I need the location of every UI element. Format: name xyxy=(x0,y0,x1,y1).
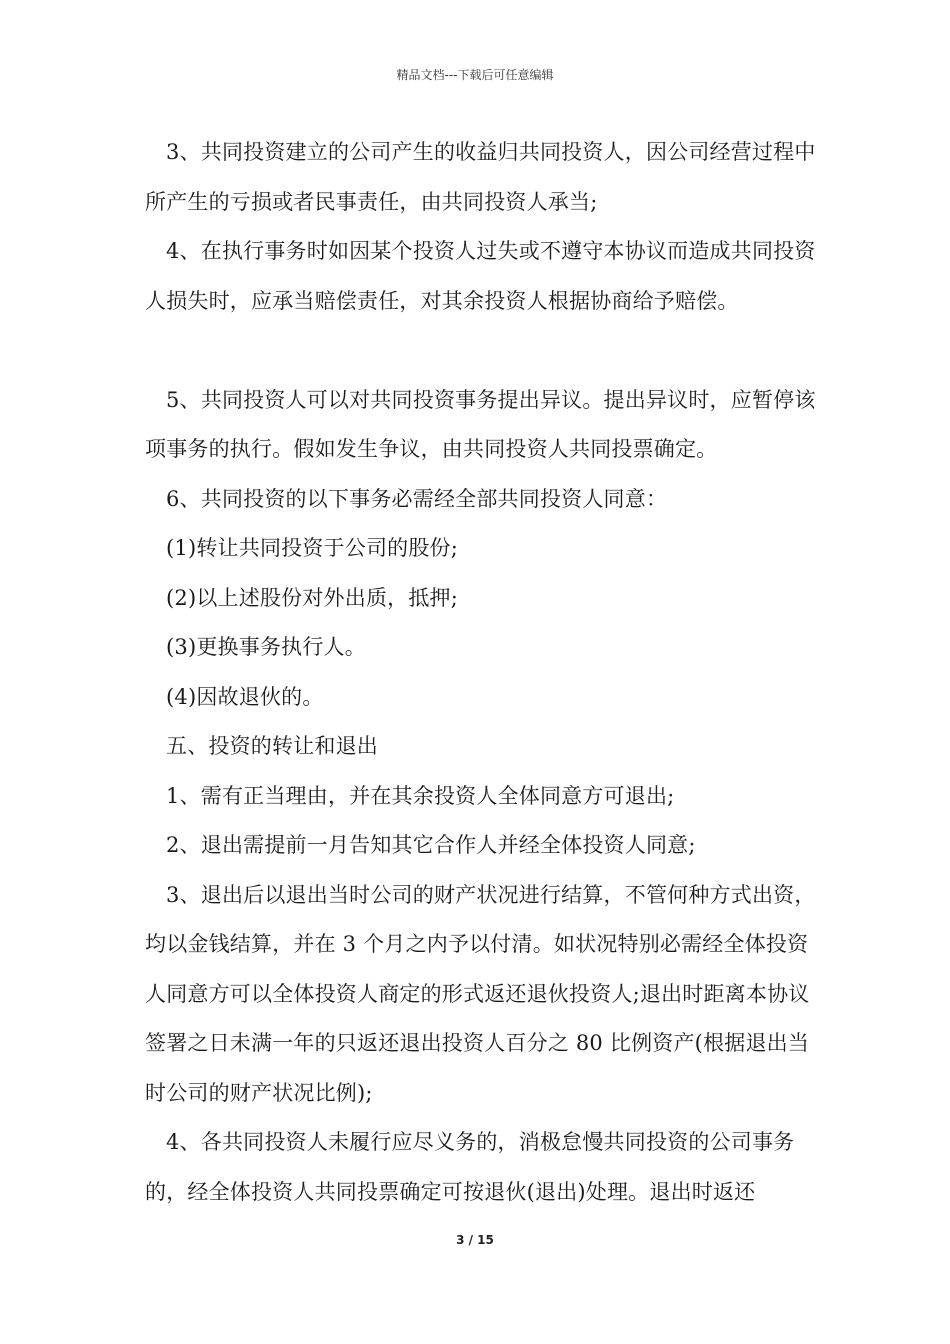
paragraph-clause-6-consent: 6、共同投资的以下事务必需经全部共同投资人同意： xyxy=(166,486,668,511)
list-item-withdrawal: (4)因故退伙的。 xyxy=(166,684,324,709)
list-item-transfer-shares: (1)转让共同投资于公司的股份; xyxy=(166,536,459,560)
paragraph-clause-5-objection: 5、共同投资人可以对共同投资事务提出异议。提出异议时，应暂停该项事务的执行。假如发生争议，由共同投资人共同投票确定。 xyxy=(145,387,816,461)
document-body xyxy=(145,128,825,1217)
section-heading-transfer-exit: 五、投资的转让和退出 xyxy=(166,734,378,758)
page-number: 3 / 15 xyxy=(456,1233,494,1247)
list-item-change-executor: (3)更换事务执行人。 xyxy=(166,635,366,659)
paragraph-exit-settlement: 3、退出后以退出当时公司的财产状况进行结算，不管何种方式出资，均以金钱结算，并在 3 个月之内予以付清。如状况特别必需经全体投资人同意方可以全体投资人商定的形式返还退伙投资人;退出时距离本协议签署之日未满一年的只返还退出投资人百分之 80 比例资产(根据退出当时公司的财产状况比例); xyxy=(145,882,816,1105)
paragraph-exit-notice: 2、退出需提前一月告知其它合作人并经全体投资人同意; xyxy=(166,833,696,857)
paragraph-clause-4-liability: 4、在执行事务时如因某个投资人过失或不遵守本协议而造成共同投资人损失时，应承当赔偿责任，对其余投资人根据协商给予赔偿。 xyxy=(145,239,816,313)
paragraph-exit-reason: 1、需有正当理由，并在其余投资人全体同意方可退出; xyxy=(166,783,675,808)
paragraph-clause-3-income: 3、共同投资建立的公司产生的收益归共同投资人，因公司经营过程中所产生的亏损或者民事责任，由共同投资人承当; xyxy=(145,140,816,214)
blank-line xyxy=(145,326,825,376)
page-header: 精品文档---下载后可任意编辑 xyxy=(396,68,554,82)
list-item-pledge: (2)以上述股份对外出质，抵押; xyxy=(166,585,459,610)
paragraph-exit-negligence: 4、各共同投资人未履行应尽义务的，消极怠慢共同投资的公司事务的，经全体投资人共同投票确定可按退伙(退出)处理。退出时返还 xyxy=(145,1130,795,1204)
